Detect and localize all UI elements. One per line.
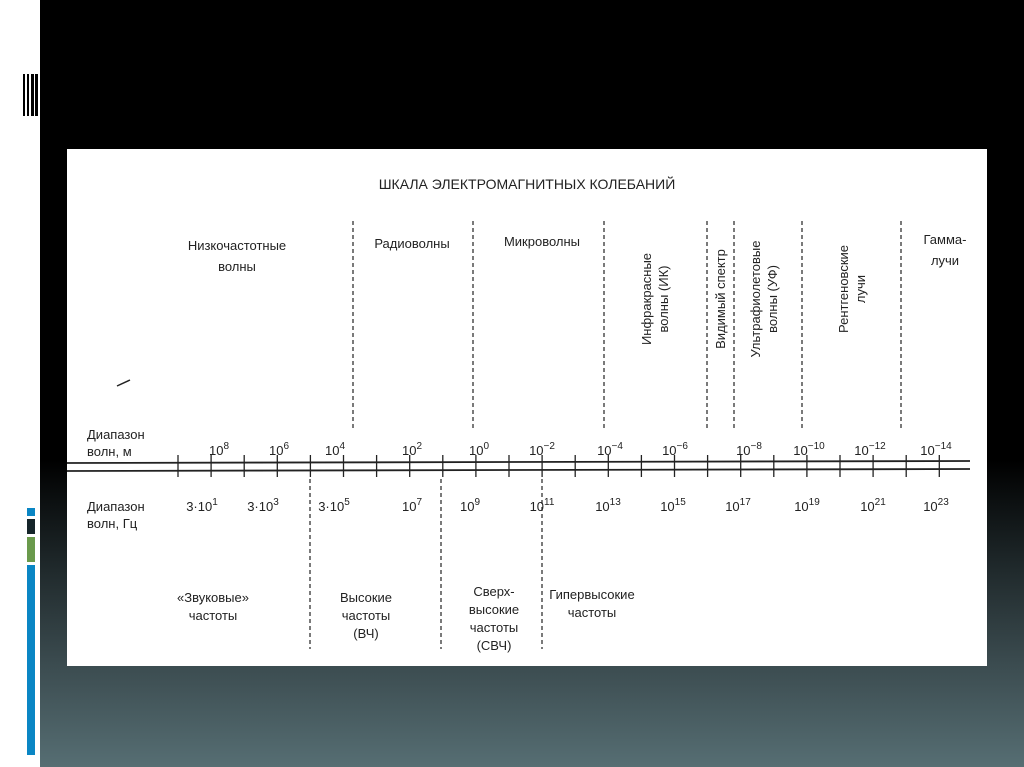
frequency-tick-label: $10^{17}$ [725,497,751,514]
wavelength-tick-label: $10^0$ [468,441,490,458]
wave-band-label: Микроволны [503,234,581,249]
frequency-tick-label: $3\cdot 10^3$ [247,497,279,514]
wave-band-label: Низкочастотные волны [187,238,287,274]
accent-bar-green [27,537,35,562]
frequency-tick-label: $10^7$ [401,497,423,514]
frequency-ticks [87,497,949,531]
frequency-tick-label: $10^{23}$ [923,497,949,514]
wavelength-tick-label: $10^{-12}$ [854,441,886,458]
stray-mark [117,380,130,386]
wavelength-tick-label: $10^2$ [401,441,423,458]
diagram-title: ШКАЛА ЭЛЕКТРОМАГНИТНЫХ КОЛЕБАНИЙ [378,176,676,192]
wave-band-label: Гамма-лучи [923,232,967,268]
wavelength-tick-label: $10^4$ [324,441,346,458]
wavelength-tick-label: $10^{-4}$ [597,441,623,458]
decorative-bars [23,74,38,116]
em-scale-diagram [67,149,987,666]
wave-band-labels [188,232,967,357]
frequency-axis-label: Диапазон волн, Гц [87,499,145,531]
frequency-band-labels [177,584,635,653]
wavelength-tick-label: $10^{-14}$ [920,441,952,458]
frequency-band-label: Высокие частоты (ВЧ) [339,590,393,641]
frequency-band-label: Сверх-высокие частоты (СВЧ) [468,584,520,653]
em-scale-svg [67,149,987,666]
wavelength-axis-label: Диапазон волн, м [87,427,145,459]
frequency-tick-label: $10^{13}$ [595,497,621,514]
wave-band-label: Рентгеновские лучи [836,245,868,333]
frequency-band-label: «Звуковые» частоты [177,590,249,623]
frequency-tick-label: $3\cdot 10^1$ [186,497,218,514]
wavelength-tick-label: $10^8$ [208,441,230,458]
wave-band-label: Радиоволны [374,236,450,251]
axis-line-top [67,461,970,463]
frequency-tick-label: $10^{19}$ [794,497,820,514]
accent-bar-blue-small [27,508,35,516]
wavelength-tick-label: $10^6$ [268,441,290,458]
wave-band-label: Ультрафиолетовые волны (УФ) [748,240,780,358]
wavelength-tick-label: $10^{-10}$ [793,441,825,458]
frequency-tick-label: $10^{11}$ [529,497,555,514]
wavelength-tick-label: $10^{-2}$ [529,441,555,458]
accent-bar-dark [27,519,35,534]
accent-bar-blue-long [27,565,35,755]
wavelength-tick-label: $10^{-6}$ [662,441,688,458]
wave-band-label: Видимый спектр [713,249,728,349]
band-dividers [310,221,901,649]
frequency-tick-label: $10^9$ [459,497,481,514]
wavelength-ticks [87,427,952,459]
frequency-band-label: Гипервысокие частоты [549,587,635,620]
scale-axis [67,455,970,477]
wave-band-label: Инфракрасные волны (ИК) [639,252,671,346]
axis-line-bottom [67,469,970,471]
wavelength-tick-label: $10^{-8}$ [736,441,762,458]
frequency-tick-label: $10^{21}$ [860,497,886,514]
frequency-tick-label: $10^{15}$ [660,497,686,514]
frequency-tick-label: $3\cdot 10^5$ [318,497,350,514]
